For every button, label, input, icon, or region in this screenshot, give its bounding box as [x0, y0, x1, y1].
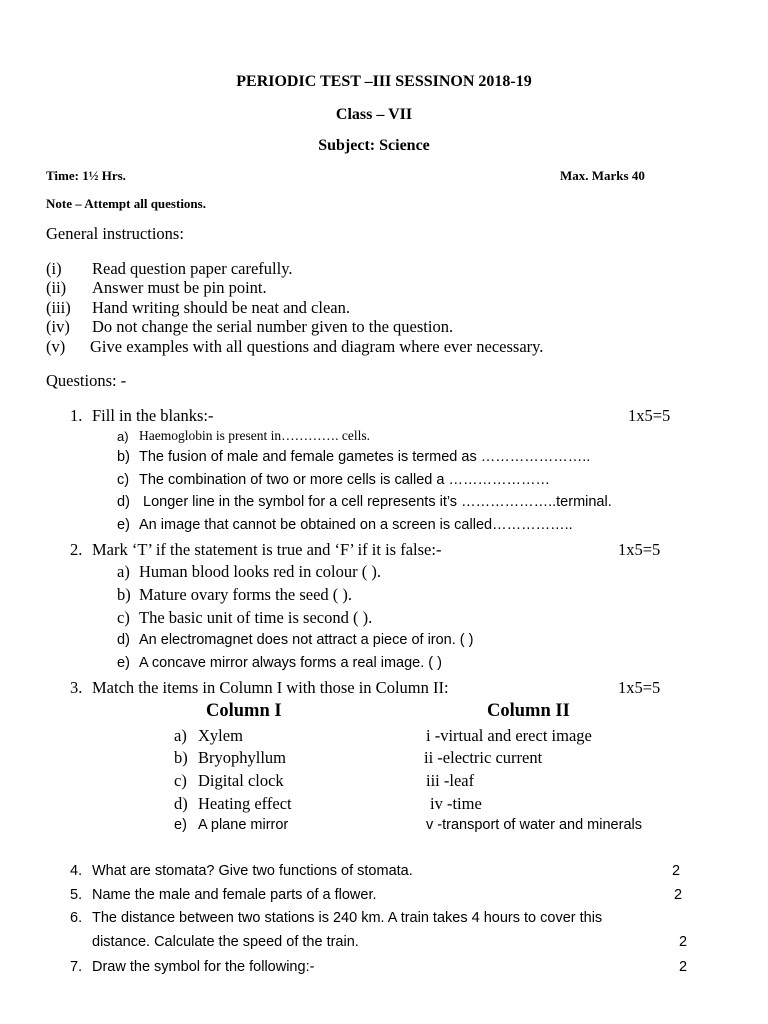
- instruction-num: (ii): [46, 278, 67, 297]
- subject-label: Subject: Science: [318, 137, 430, 154]
- question-marks: 1x5=5: [618, 678, 661, 697]
- instruction-num: (i): [46, 259, 62, 278]
- question-text: Fill in the blanks:-: [92, 406, 214, 425]
- column-2-item: i -virtual and erect image: [426, 726, 592, 745]
- item-label: c): [117, 472, 130, 488]
- item-label: c): [117, 608, 130, 627]
- column-1-item: Digital clock: [198, 771, 284, 790]
- column-1-item: A plane mirror: [198, 817, 289, 833]
- question-text: Match the items in Column I with those in Column II:: [92, 678, 449, 697]
- column-1-item: Bryophyllum: [198, 748, 287, 767]
- question-marks: 2: [672, 863, 681, 879]
- instruction-num: (iii): [46, 298, 71, 317]
- question-number: 4.: [70, 863, 83, 879]
- instruction-num: (v): [46, 337, 66, 356]
- item-text: The fusion of male and female gametes is termed as …………………..: [139, 449, 591, 465]
- item-text: Human blood looks red in colour ( ).: [139, 562, 381, 581]
- max-marks-label: Max. Marks 40: [560, 168, 645, 183]
- row-label: b): [174, 748, 188, 767]
- item-label: e): [117, 517, 130, 533]
- item-text: An image that cannot be obtained on a screen is called……………..: [139, 517, 573, 533]
- item-text: The basic unit of time is second ( ).: [139, 608, 373, 627]
- column-2-item: iv -time: [430, 794, 482, 813]
- column-2-item: ii -electric current: [424, 748, 543, 767]
- question-marks: 2: [679, 934, 688, 950]
- class-label: Class – VII: [335, 106, 413, 123]
- question-marks: 1x5=5: [618, 540, 661, 559]
- question-text: The distance between two stations is 240 km. A train takes 4 hours to cover this: [92, 910, 603, 926]
- question-marks: 2: [679, 959, 688, 975]
- instruction-num: (iv): [46, 317, 70, 336]
- column-1-heading: Column I: [206, 701, 282, 721]
- item-text: Mature ovary forms the seed ( ).: [139, 585, 353, 604]
- test-title: PERIODIC TEST –III SESSINON 2018-19: [236, 73, 532, 90]
- question-text: What are stomata? Give two functions of stomata.: [92, 863, 413, 879]
- instruction-text: Answer must be pin point.: [92, 278, 267, 297]
- instruction-text: Read question paper carefully.: [92, 259, 293, 278]
- question-text-continued: distance. Calculate the speed of the train.: [92, 934, 359, 950]
- question-text: Name the male and female parts of a flower.: [92, 887, 377, 903]
- item-label: b): [117, 449, 130, 465]
- instruction-text: Give examples with all questions and diagram where ever necessary.: [90, 337, 544, 356]
- question-number: 1.: [70, 406, 83, 425]
- column-2-item: v -transport of water and minerals: [426, 817, 642, 833]
- instruction-text: Do not change the serial number given to the question.: [92, 317, 454, 336]
- column-2-heading: Column II: [487, 701, 570, 721]
- note-label: Note – Attempt all questions.: [46, 196, 206, 211]
- row-label: e): [174, 817, 187, 833]
- row-label: a): [174, 726, 187, 745]
- question-number: 5.: [70, 887, 83, 903]
- item-label: a): [117, 562, 130, 581]
- row-label: d): [174, 794, 188, 813]
- question-number: 3.: [70, 678, 83, 697]
- item-label: b): [117, 585, 131, 604]
- time-label: Time: 1½ Hrs.: [46, 168, 126, 183]
- question-number: 6.: [70, 910, 83, 926]
- question-text: Mark ‘T’ if the statement is true and ‘F’ if it is false:-: [92, 540, 442, 559]
- column-2-item: iii -leaf: [426, 771, 475, 790]
- question-number: 2.: [70, 540, 83, 559]
- item-label: d): [117, 494, 130, 510]
- instructions-heading: General instructions:: [46, 224, 184, 243]
- questions-heading: Questions: -: [46, 371, 127, 390]
- item-text: The combination of two or more cells is called a …………………: [139, 472, 550, 488]
- column-1-item: Xylem: [198, 726, 243, 745]
- question-marks: 1x5=5: [628, 406, 671, 425]
- question-number: 7.: [70, 959, 83, 975]
- item-text: Haemoglobin is present in…………. cells.: [139, 428, 370, 443]
- row-label: c): [174, 771, 187, 790]
- question-text: Draw the symbol for the following:-: [92, 959, 315, 975]
- question-marks: 2: [674, 887, 683, 903]
- column-1-item: Heating effect: [198, 794, 292, 813]
- instruction-text: Hand writing should be neat and clean.: [92, 298, 350, 317]
- item-label: a): [117, 429, 129, 444]
- item-text: A concave mirror always forms a real image. ( ): [139, 655, 442, 671]
- item-label: e): [117, 655, 130, 671]
- item-text: Longer line in the symbol for a cell represents it’s ………………..terminal.: [143, 494, 612, 510]
- item-label: d): [117, 632, 130, 648]
- item-text: An electromagnet does not attract a piece of iron. ( ): [139, 632, 474, 648]
